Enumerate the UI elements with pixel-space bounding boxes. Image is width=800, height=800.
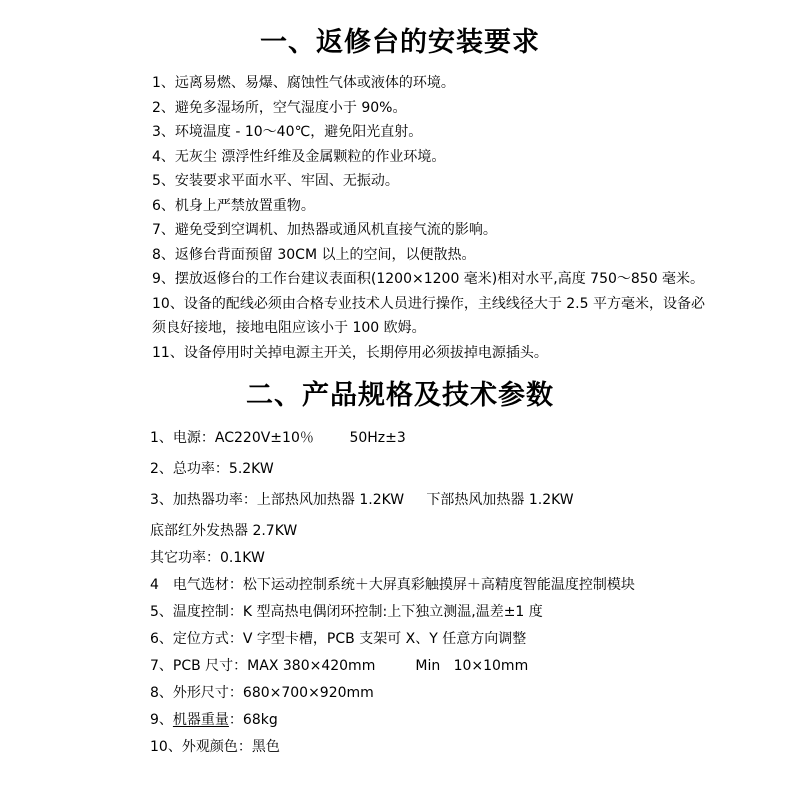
install-item-9: 9、摆放返修台的工作台建议表面积(1200×1200 毫米)相对水平,高度 750～850 毫米。 [152, 271, 705, 287]
install-item-3: 3、环境温度 - 10～40℃，避免阳光直射。 [152, 124, 423, 140]
spec-item-total-power: 2、总功率：5.2KW [150, 461, 274, 477]
install-item-1: 1、远离易燃、易爆、腐蚀性气体或液体的环境。 [152, 75, 455, 91]
install-item-7: 7、避免受到空调机、加热器或通风机直接气流的影响。 [152, 222, 497, 238]
spec-item-temp-control: 5、温度控制：K 型高热电偶闭环控制:上下独立测温,温差±1 度 [150, 604, 543, 620]
install-item-10: 10、设备的配线必须由合格专业技术人员进行操作，主线线径大于 2.5 平方毫米，设备必 [152, 295, 705, 312]
install-item-4: 4、无灰尘 漂浮性纤维及金属颗粒的作业环境。 [152, 148, 446, 165]
section1-title: 一、返修台的安装要求 [260, 27, 540, 58]
install-item-10-continuation: 须良好接地，接地电阻应该小于 100 欧姆。 [152, 320, 426, 336]
spec-weight-number: 9、 [150, 712, 173, 728]
installation-requirements-list [0, 71, 800, 365]
section2-title: 二、产品规格及技术参数 [246, 380, 554, 411]
install-item-11: 11、设备停用时关掉电源主开关，长期停用必须拔掉电源插头。 [152, 344, 548, 361]
spec-weight-label: 机器重量 [172, 712, 229, 728]
install-item-2: 2、避免多湿场所，空气湿度小于 90%。 [152, 99, 407, 116]
spec-weight-value: ：68kg [228, 712, 278, 728]
spec-item-heater-power: 3、加热器功率：上部热风加热器 1.2KW 下部热风加热器 1.2KW [150, 492, 574, 508]
spec-item-power: 1、电源：AC220V±10％ 50Hz±3 [150, 430, 406, 446]
install-item-6: 6、机身上严禁放置重物。 [152, 197, 315, 214]
spec-item-positioning: 6、定位方式：V 字型卡槽，PCB 支架可 X、Y 任意方向调整 [150, 631, 527, 647]
install-item-8: 8、返修台背面预留 30CM 以上的空间，以便散热。 [152, 246, 476, 263]
spec-item-heater-bottom: 底部红外发热器 2.7KW [150, 523, 298, 539]
spec-item-color: 10、外观颜色：黑色 [150, 739, 280, 755]
spec-item-pcb-size: 7、PCB 尺寸：MAX 380×420mm Min 10×10mm [150, 658, 529, 674]
spec-item-dimensions: 8、外形尺寸：680×700×920mm [150, 685, 374, 701]
install-item-5: 5、安装要求平面水平、牢固、无振动。 [152, 173, 399, 189]
spec-item-electrical: 4 电气选材：松下运动控制系统＋大屏真彩触摸屏＋高精度智能温度控制模块 [150, 577, 635, 593]
specifications-list [0, 425, 800, 761]
spec-item-weight [0, 707, 800, 734]
spec-item-other-power: 其它功率：0.1KW [150, 550, 265, 566]
